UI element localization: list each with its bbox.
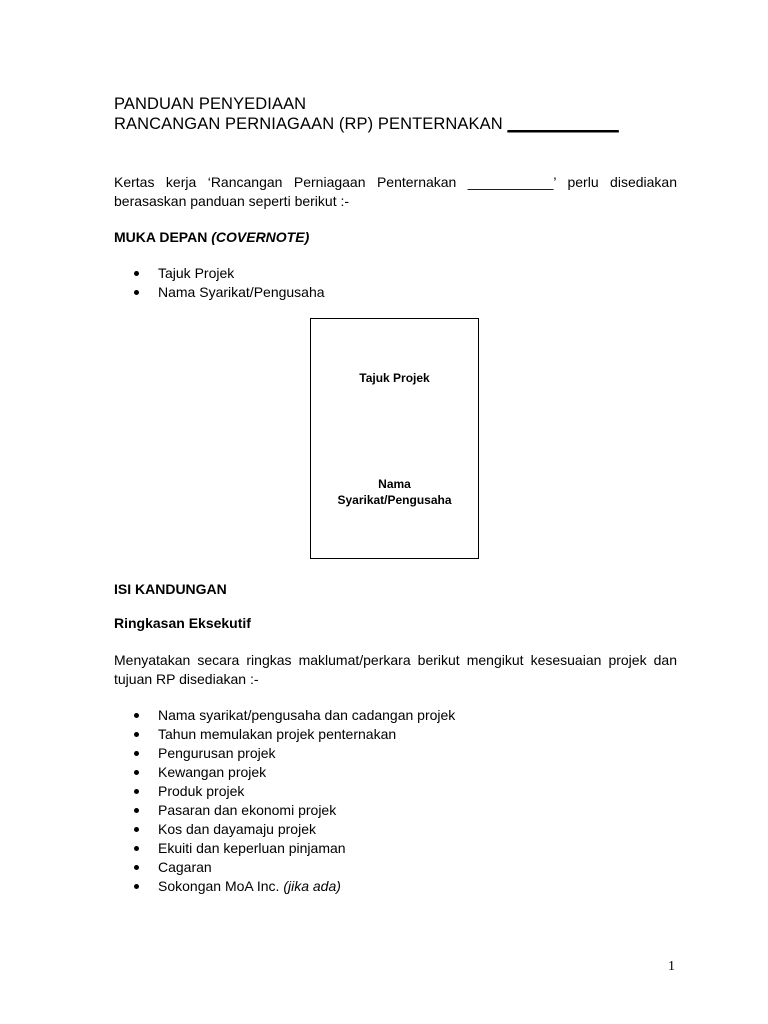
list-item <box>114 744 455 763</box>
title-blank: ____________ <box>507 115 619 133</box>
list-item <box>114 858 455 877</box>
ringkasan-paragraph: Menyatakan secara ringkas maklumat/perkara berikut mengikut kesesuaian projek dan tujuan RP disediakan :- <box>114 652 677 687</box>
list-item-text: Kos dan dayamaju projek <box>158 821 316 837</box>
list-item <box>114 820 455 839</box>
list-item-text: Ekuiti dan keperluan pinjaman <box>158 840 346 856</box>
list-item-text: Tahun memulakan projek penternakan <box>158 726 397 742</box>
bullet-icon <box>134 789 139 794</box>
list-item-text: Sokongan MoA Inc. <box>158 878 284 894</box>
muka-depan-heading <box>114 228 309 246</box>
list-item <box>114 283 325 302</box>
bullet-icon <box>134 770 139 775</box>
page-number: 1 <box>668 959 675 974</box>
bullet-icon <box>134 865 139 870</box>
title-line-2 <box>114 114 619 134</box>
intro-paragraph: Kertas kerja ‘Rancangan Perniagaan Penternakan ___________’ perlu disediakan berasaskan panduan seperti berikut :- <box>114 174 677 209</box>
list-item-text: Pasaran dan ekonomi projek <box>158 802 337 818</box>
list-item <box>114 801 455 820</box>
list-item <box>114 706 455 725</box>
cover-sample-name <box>311 476 478 508</box>
isi-kandungan-heading: ISI KANDUNGAN <box>114 581 227 597</box>
bullet-icon <box>134 808 139 813</box>
list-item <box>114 264 325 283</box>
bullet-icon <box>134 713 139 718</box>
ringkasan-eksekutif-heading: Ringkasan Eksekutif <box>114 615 251 631</box>
muka-depan-heading-italic: (COVERNOTE) <box>211 229 310 245</box>
cover-sample-title: Tajuk Projek <box>359 371 430 385</box>
muka-depan-list <box>114 264 325 302</box>
bullet-icon <box>134 290 139 295</box>
list-item <box>114 763 455 782</box>
title-line-2-text: RANCANGAN PERNIAGAAN (RP) PENTERNAKAN <box>114 115 508 133</box>
list-item-text: Cagaran <box>158 859 212 875</box>
title-line-1: PANDUAN PENYEDIAAN <box>114 95 307 113</box>
cover-sample-name-line-2: Syarikat/Pengusaha <box>337 493 452 507</box>
list-item <box>114 877 455 896</box>
bullet-icon <box>134 751 139 756</box>
muka-depan-heading-text: MUKA DEPAN <box>114 229 212 245</box>
bullet-icon <box>134 732 139 737</box>
list-item-text: Tajuk Projek <box>158 265 235 281</box>
document-title <box>114 94 619 134</box>
list-item-text: Pengurusan projek <box>158 745 276 761</box>
ringkasan-list <box>114 706 455 896</box>
cover-sample-name-line-1: Nama <box>378 477 411 491</box>
list-item-text: Nama Syarikat/Pengusaha <box>158 284 325 300</box>
list-item <box>114 725 455 744</box>
bullet-icon <box>134 884 139 889</box>
bullet-icon <box>134 271 139 276</box>
list-item-italic-note: (jika ada) <box>283 878 341 894</box>
cover-sample-box <box>310 318 479 559</box>
list-item-text: Produk projek <box>158 783 245 799</box>
list-item-text: Kewangan projek <box>158 764 267 780</box>
list-item <box>114 782 455 801</box>
list-item <box>114 839 455 858</box>
list-item-text: Nama syarikat/pengusaha dan cadangan projek <box>158 707 456 723</box>
bullet-icon <box>134 846 139 851</box>
bullet-icon <box>134 827 139 832</box>
